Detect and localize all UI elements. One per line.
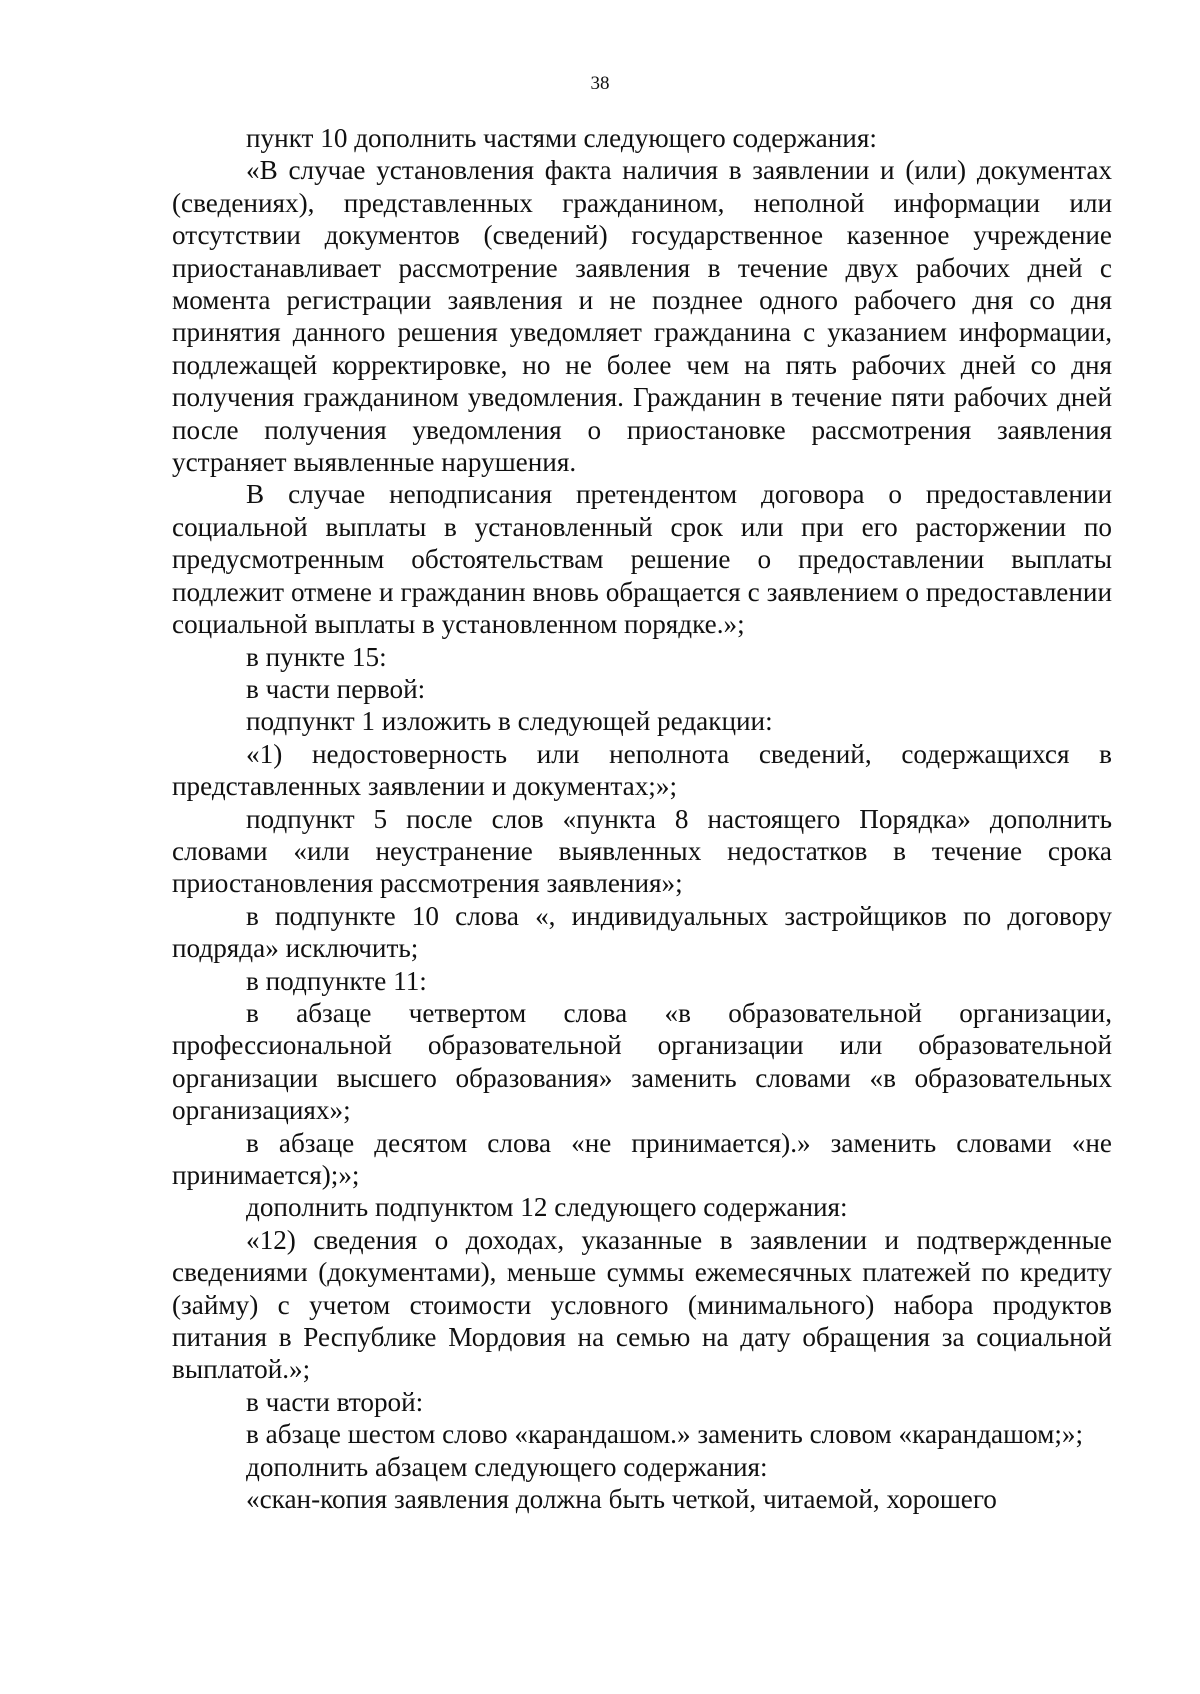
paragraph: в абзаце шестом слово «карандашом.» заменить словом «карандашом;»;: [246, 1419, 1084, 1450]
paragraph: в пункте 15:: [246, 641, 387, 672]
paragraph: в части второй:: [246, 1386, 424, 1417]
page-number: 38: [590, 73, 610, 94]
paragraph: дополнить абзацем следующего содержания:: [246, 1451, 768, 1482]
paragraph: «скан-копия заявления должна быть четкой, читаемой, хорошего: [246, 1484, 997, 1515]
paragraph: «1) недостоверность или неполнота сведений, содержащихся в представленных заявлении и документах;»;: [172, 738, 1112, 802]
paragraph: подпункт 5 после слов «пункта 8 настоящего Порядка» дополнить словами «или неустранение выявленных недостатков в течение срока приостановления рассмотрения заявления»;: [172, 803, 1112, 899]
paragraph: в подпункте 11:: [246, 965, 427, 996]
paragraph: в подпункте 10 слова «, индивидуальных застройщиков по договору подряда» исключить;: [172, 900, 1112, 964]
document-body: [172, 122, 1112, 1515]
paragraph: в абзаце четвертом слова «в образовательной организации, профессиональной образовательной организации или образовательной организации высшего образования» заменить словами «в образовательных организациях»;: [172, 997, 1112, 1126]
paragraph: в абзаце десятом слова «не принимается).» заменить словами «не принимается);»;: [172, 1127, 1112, 1190]
paragraph: «12) сведения о доходах, указанные в заявлении и подтвержденные сведениями (документами), меньше суммы ежемесячных платежей по кредиту (займу) с учетом стоимости условного (минимального) набора продуктов питания в Республике Мордовия на семью на дату обращения за социальной выплатой.»;: [172, 1224, 1112, 1385]
paragraph: В случае неподписания претендентом договора о предоставлении социальной выплаты в установленный срок или при его расторжении по предусмотренным обстоятельствам решение о предоставлении выплаты подлежит отмене и гражданин вновь обращается с заявлением о предоставлении социальной выплаты в установленном порядке.»;: [172, 479, 1112, 640]
paragraph: в части первой:: [246, 673, 426, 704]
paragraph: дополнить подпунктом 12 следующего содержания:: [246, 1192, 848, 1223]
paragraph: «В случае установления факта наличия в заявлении и (или) документах (сведениях), представленных гражданином, неполной информации или отсутствии документов (сведений) государственное казенное учреждение приостанавливает рассмотрение заявления в течение двух рабочих дней с момента регистрации заявления и не позднее одного рабочего дня со дня принятия данного решения уведомляет гражданина с указанием информации, подлежащей корректировке, но не более чем на пять рабочих дней со дня получения гражданином уведомления. Гражданин в течение пяти рабочих дней после получения уведомления о приостановке рассмотрения заявления устраняет выявленные нарушения.: [172, 155, 1112, 478]
paragraph: пункт 10 дополнить частями следующего содержания:: [246, 123, 877, 153]
paragraph: подпункт 1 изложить в следующей редакции:: [246, 706, 773, 737]
